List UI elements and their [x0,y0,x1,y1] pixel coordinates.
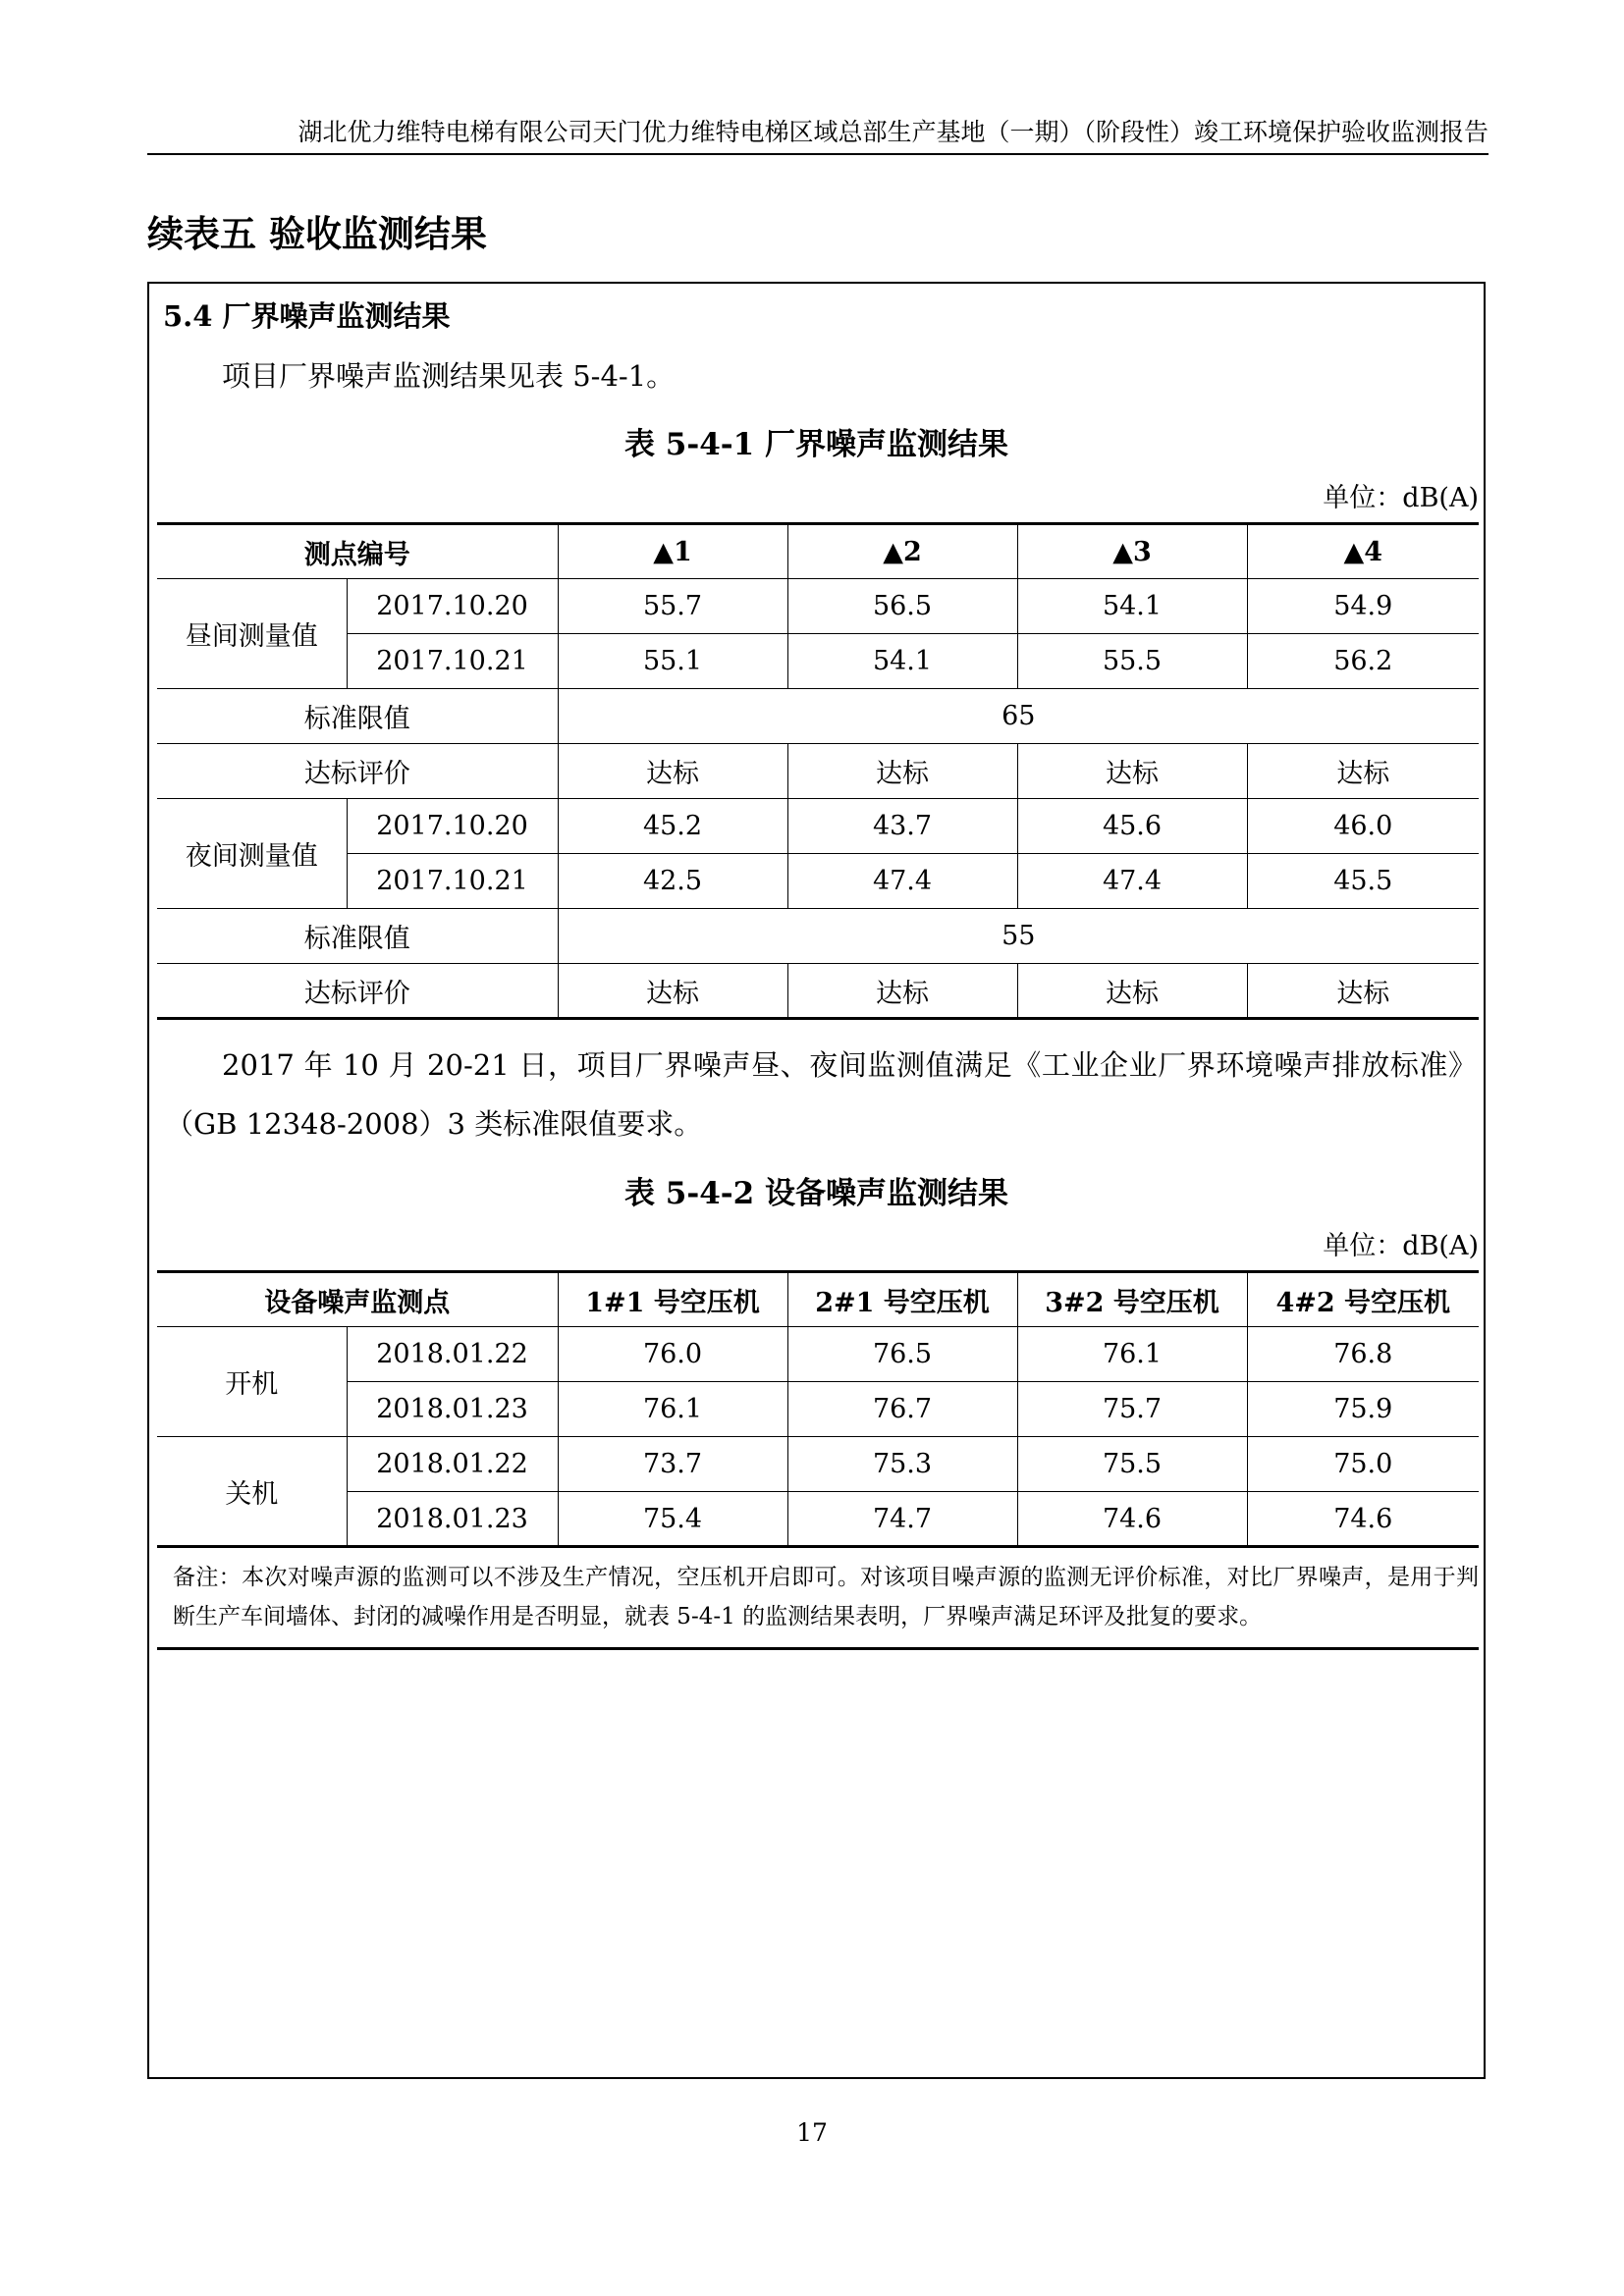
value-cell: 74.7 [787,1492,1017,1547]
eval-cell: 达标 [1247,744,1479,799]
table-row [157,1382,1479,1437]
date-cell: 2017.10.20 [347,579,558,634]
value-cell: 76.7 [787,1382,1017,1437]
value-cell: 42.5 [558,854,787,909]
value-cell: 75.3 [787,1437,1017,1492]
table-row [157,1492,1479,1547]
value-cell: 76.1 [1017,1327,1247,1382]
running-header: 湖北优力维特电梯有限公司天门优力维特电梯区域总部生产基地（一期）（阶段性）竣工环境保护验收监测报告 [298,118,1489,146]
value-cell: 75.5 [1017,1437,1247,1492]
value-cell: 76.5 [787,1327,1017,1382]
eval-cell: 达标 [1247,964,1479,1019]
table-row [157,689,1479,744]
sub-heading: 5.4 厂界噪声监测结果 [163,299,451,333]
table2-caption: 表 5-4-2 设备噪声监测结果 [623,1176,1009,1211]
date-cell: 2017.10.20 [347,799,558,854]
value-cell: 45.2 [558,799,787,854]
column-header: ▲4 [1247,524,1479,579]
table-row [157,634,1479,689]
value-cell: 54.1 [787,634,1017,689]
value-cell: 47.4 [1017,854,1247,909]
table1-caption: 表 5-4-1 厂界噪声监测结果 [623,427,1009,462]
intro-paragraph: 项目厂界噪声监测结果见表 5-4-1。 [222,359,676,393]
value-cell: 76.0 [558,1327,787,1382]
limit-label: 标准限值 [157,689,558,744]
eval-cell: 达标 [558,964,787,1019]
value-cell: 75.9 [1247,1382,1479,1437]
value-cell: 45.6 [1017,799,1247,854]
table-row [157,579,1479,634]
column-header: 测点编号 [157,524,558,579]
eval-cell: 达标 [787,744,1017,799]
date-cell: 2017.10.21 [347,634,558,689]
value-cell: 55.5 [1017,634,1247,689]
value-cell: 47.4 [787,854,1017,909]
row-group-label: 关机 [157,1437,347,1547]
table-row [157,1327,1479,1382]
eval-cell: 达标 [787,964,1017,1019]
eval-cell: 达标 [1017,964,1247,1019]
value-cell: 74.6 [1017,1492,1247,1547]
row-group-label: 开机 [157,1327,347,1437]
value-cell: 75.0 [1247,1437,1479,1492]
table2-unit: 单位：dB(A) [1323,1231,1479,1261]
value-cell: 76.8 [1247,1327,1479,1382]
value-cell: 43.7 [787,799,1017,854]
column-header: ▲3 [1017,524,1247,579]
eval-label: 达标评价 [157,744,558,799]
table-note: 备注：本次对噪声源的监测可以不涉及生产情况，空压机开启即可。对该项目噪声源的监测无评价标准，对比厂界噪声，是用于判断生产车间墙体、封闭的减噪作用是否明显，就表 5-4-1 的监测结果表明，厂界噪声满足环评及批复的要求。 [173,1565,1479,1629]
note-rule [157,1647,1479,1650]
page-number: 17 [796,2118,828,2147]
table-row [157,799,1479,854]
header-rule [147,153,1489,155]
value-cell: 55.7 [558,579,787,634]
row-group-label: 昼间测量值 [157,579,347,689]
value-cell: 75.4 [558,1492,787,1547]
eval-cell: 达标 [1017,744,1247,799]
row-group-label: 夜间测量值 [157,799,347,909]
value-cell: 45.5 [1247,854,1479,909]
value-cell: 74.6 [1247,1492,1479,1547]
table1-unit: 单位：dB(A) [1323,483,1479,513]
value-cell: 75.7 [1017,1382,1247,1437]
value-cell: 54.1 [1017,579,1247,634]
column-header: 4#2 号空压机 [1247,1272,1479,1327]
table-row [157,854,1479,909]
column-header: 3#2 号空压机 [1017,1272,1247,1327]
table-row [157,744,1479,799]
table-header-row [157,1272,1479,1327]
column-header: 2#1 号空压机 [787,1272,1017,1327]
column-header: ▲1 [558,524,787,579]
table-row [157,1437,1479,1492]
value-cell: 73.7 [558,1437,787,1492]
date-cell: 2018.01.23 [347,1382,558,1437]
limit-value: 65 [558,689,1479,744]
limit-value: 55 [558,909,1479,964]
conclusion-paragraph: 2017 年 10 月 20-21 日，项目厂界噪声昼、夜间监测值满足《工业企业厂界环境噪声排放标准》（GB 12348-2008）3 类标准限值要求。 [165,1048,1477,1141]
eval-cell: 达标 [558,744,787,799]
eval-label: 达标评价 [157,964,558,1019]
table-equipment-noise [157,1270,1479,1548]
table-row [157,964,1479,1019]
limit-label: 标准限值 [157,909,558,964]
value-cell: 76.1 [558,1382,787,1437]
section-title: 续表五 验收监测结果 [147,212,487,255]
date-cell: 2018.01.22 [347,1437,558,1492]
table-boundary-noise [157,522,1479,1020]
column-header: 设备噪声监测点 [157,1272,558,1327]
column-header: ▲2 [787,524,1017,579]
date-cell: 2018.01.22 [347,1327,558,1382]
value-cell: 56.5 [787,579,1017,634]
column-header: 1#1 号空压机 [558,1272,787,1327]
table-header-row [157,524,1479,579]
value-cell: 46.0 [1247,799,1479,854]
date-cell: 2018.01.23 [347,1492,558,1547]
value-cell: 56.2 [1247,634,1479,689]
table-row [157,909,1479,964]
value-cell: 54.9 [1247,579,1479,634]
value-cell: 55.1 [558,634,787,689]
date-cell: 2017.10.21 [347,854,558,909]
